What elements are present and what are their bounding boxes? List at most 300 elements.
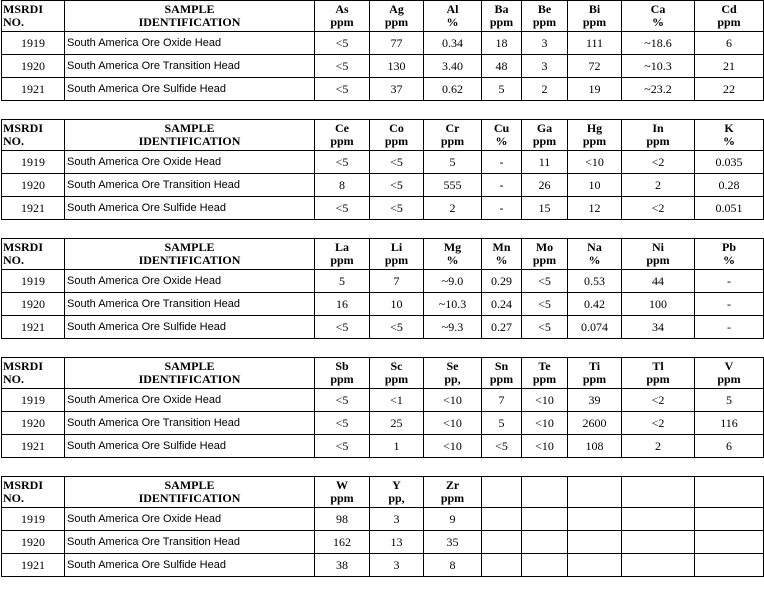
assay-value: 25 (370, 412, 424, 435)
assay-value: 0.051 (695, 197, 764, 220)
element-header (315, 239, 370, 270)
sample-label: SAMPLE (164, 240, 215, 254)
element-unit: ppm (384, 15, 409, 29)
element-unit: ppm (646, 253, 670, 267)
sample-label: SAMPLE (164, 121, 215, 135)
assay-value: 1 (370, 435, 424, 458)
sample-identification-header (65, 477, 315, 508)
element-symbol: In (652, 121, 664, 135)
assay-value: <5 (315, 435, 370, 458)
element-symbol: Mo (535, 240, 554, 254)
assay-value: 7 (482, 389, 522, 412)
element-symbol: La (334, 240, 349, 254)
identification-label: IDENTIFICATION (138, 15, 241, 29)
table-row (2, 32, 764, 55)
element-unit: % (652, 15, 664, 29)
assay-value: 3.40 (424, 55, 482, 78)
assay-value: 5 (695, 389, 764, 412)
element-unit: ppm (330, 491, 354, 505)
element-unit: % (723, 134, 735, 148)
empty-cell (568, 554, 622, 577)
table-body (2, 1, 764, 577)
assay-value: 6 (695, 435, 764, 458)
element-header (522, 239, 568, 270)
msrdi-number: 1921 (2, 197, 65, 220)
no-label: NO. (3, 253, 24, 267)
element-unit: ppm (384, 372, 409, 386)
element-header (424, 358, 482, 389)
assay-value: 162 (315, 531, 370, 554)
element-symbol: As (335, 2, 349, 16)
assay-value: 21 (695, 55, 764, 78)
assay-value: 15 (522, 197, 568, 220)
element-unit: ppm (582, 15, 607, 29)
empty-cell (622, 554, 695, 577)
assay-value: <5 (315, 55, 370, 78)
assay-value: 108 (568, 435, 622, 458)
empty-cell (695, 477, 764, 508)
element-symbol: Co (389, 121, 404, 135)
element-header (315, 120, 370, 151)
block-header-row (2, 239, 764, 270)
table-row (2, 174, 764, 197)
assay-value: - (482, 174, 522, 197)
assay-value: 77 (370, 32, 424, 55)
assay-value: 130 (370, 55, 424, 78)
assay-value: 5 (482, 78, 522, 101)
element-header (315, 358, 370, 389)
assay-value: 12 (568, 197, 622, 220)
assay-value: <5 (315, 412, 370, 435)
element-header (695, 239, 764, 270)
empty-cell (482, 508, 522, 531)
msrdi-label: MSRDI (3, 359, 44, 373)
element-unit: ppm (330, 372, 354, 386)
empty-cell (522, 508, 568, 531)
empty-cell (522, 531, 568, 554)
assay-value: 39 (568, 389, 622, 412)
element-symbol: Y (392, 478, 401, 492)
assay-value: <10 (424, 412, 482, 435)
element-header (370, 120, 424, 151)
element-header (695, 358, 764, 389)
element-header (522, 1, 568, 32)
assay-value: <10 (522, 412, 568, 435)
assay-value: 0.27 (482, 316, 522, 339)
assay-value: 10 (568, 174, 622, 197)
identification-label: IDENTIFICATION (138, 491, 241, 505)
element-unit: ppm (717, 372, 741, 386)
element-symbol: Al (446, 2, 459, 16)
empty-cell (522, 477, 568, 508)
assay-value: <5 (315, 316, 370, 339)
element-header (695, 120, 764, 151)
identification-label: IDENTIFICATION (138, 253, 241, 267)
empty-cell (482, 554, 522, 577)
assay-value: 2 (622, 435, 695, 458)
element-symbol: Cu (493, 121, 510, 135)
assay-value: <5 (315, 32, 370, 55)
element-unit: % (495, 253, 508, 267)
sample-label: SAMPLE (164, 2, 215, 16)
element-unit: ppm (489, 372, 514, 386)
block-spacer (2, 458, 764, 477)
table-row (2, 531, 764, 554)
element-unit: ppm (489, 15, 514, 29)
element-symbol: Sc (390, 359, 403, 373)
assay-value: <5 (522, 293, 568, 316)
element-unit: ppm (582, 372, 607, 386)
assay-value: <2 (622, 389, 695, 412)
element-header (522, 358, 568, 389)
element-header (622, 239, 695, 270)
assay-value: - (695, 270, 764, 293)
sample-identification: South America Ore Transition Head (65, 412, 315, 435)
element-unit: ppm (646, 372, 670, 386)
element-symbol: K (724, 121, 734, 135)
assay-value: <2 (622, 197, 695, 220)
element-header (370, 477, 424, 508)
assay-value: 5 (482, 412, 522, 435)
element-header (482, 358, 522, 389)
empty-cell (482, 531, 522, 554)
element-header (482, 120, 522, 151)
empty-cell (622, 508, 695, 531)
sample-identification-header (65, 120, 315, 151)
sample-identification: South America Ore Oxide Head (65, 508, 315, 531)
sample-identification: South America Ore Transition Head (65, 531, 315, 554)
assay-value: <5 (315, 78, 370, 101)
msrdi-label: MSRDI (3, 2, 44, 16)
msrdi-label: MSRDI (3, 478, 44, 492)
assay-value: 0.28 (695, 174, 764, 197)
empty-cell (695, 531, 764, 554)
sample-label: SAMPLE (164, 478, 215, 492)
assay-value: 19 (568, 78, 622, 101)
assay-value: <2 (622, 412, 695, 435)
element-unit: ppm (532, 372, 557, 386)
block-spacer (2, 101, 764, 120)
msrdi-no-header (2, 239, 65, 270)
assay-value: <1 (370, 389, 424, 412)
empty-cell (695, 554, 764, 577)
empty-cell (522, 554, 568, 577)
element-header (424, 477, 482, 508)
block-spacer-row (2, 458, 764, 477)
element-header (622, 1, 695, 32)
element-symbol: Mg (443, 240, 462, 254)
element-header (622, 120, 695, 151)
assay-value: <5 (482, 435, 522, 458)
element-header (568, 239, 622, 270)
assay-value: 0.29 (482, 270, 522, 293)
sample-identification-header (65, 358, 315, 389)
element-header (370, 239, 424, 270)
empty-cell (695, 508, 764, 531)
table-row (2, 554, 764, 577)
msrdi-number: 1919 (2, 32, 65, 55)
assay-value: <10 (568, 151, 622, 174)
table-row (2, 389, 764, 412)
assay-value: <5 (315, 389, 370, 412)
assay-value: 555 (424, 174, 482, 197)
assay-value: ~10.3 (424, 293, 482, 316)
no-label: NO. (3, 372, 24, 386)
msrdi-number: 1921 (2, 316, 65, 339)
assay-value: 18 (482, 32, 522, 55)
empty-cell (622, 477, 695, 508)
assay-value: 2 (622, 174, 695, 197)
block-header-row (2, 120, 764, 151)
assay-value: 6 (695, 32, 764, 55)
element-symbol: Te (538, 359, 551, 373)
sample-identification: South America Ore Sulfide Head (65, 197, 315, 220)
element-symbol: Sb (335, 359, 349, 373)
assay-value: <10 (424, 389, 482, 412)
msrdi-number: 1920 (2, 531, 65, 554)
sample-identification: South America Ore Sulfide Head (65, 316, 315, 339)
element-header (424, 120, 482, 151)
element-symbol: Ba (494, 2, 509, 16)
table-row (2, 151, 764, 174)
element-symbol: Li (390, 240, 403, 254)
assay-value: ~18.6 (622, 32, 695, 55)
assay-value: 16 (315, 293, 370, 316)
element-header (695, 1, 764, 32)
element-header (482, 1, 522, 32)
assay-value: ~9.3 (424, 316, 482, 339)
assay-value: <10 (522, 435, 568, 458)
assay-value: 3 (370, 554, 424, 577)
table-row (2, 55, 764, 78)
assay-value: 98 (315, 508, 370, 531)
assay-value: <5 (522, 270, 568, 293)
table-row (2, 293, 764, 316)
element-header (370, 358, 424, 389)
sample-identification-header (65, 1, 315, 32)
assay-value: 5 (424, 151, 482, 174)
assay-value: ~9.0 (424, 270, 482, 293)
element-unit: ppm (330, 15, 354, 29)
assay-value: 11 (522, 151, 568, 174)
sample-identification: South America Ore Transition Head (65, 293, 315, 316)
block-spacer-row (2, 339, 764, 358)
msrdi-label: MSRDI (3, 121, 44, 135)
table-row (2, 78, 764, 101)
element-header (522, 120, 568, 151)
element-symbol: Ce (335, 121, 349, 135)
assay-value: 0.24 (482, 293, 522, 316)
msrdi-number: 1921 (2, 435, 65, 458)
element-symbol: Hg (586, 121, 603, 135)
msrdi-number: 1919 (2, 270, 65, 293)
msrdi-number: 1919 (2, 389, 65, 412)
element-unit: ppm (532, 253, 557, 267)
assay-value: - (482, 151, 522, 174)
assay-value: 13 (370, 531, 424, 554)
element-unit: % (495, 134, 508, 148)
assay-value: - (695, 293, 764, 316)
element-unit: ppm (384, 134, 409, 148)
assay-value: 9 (424, 508, 482, 531)
element-unit: ppm (440, 491, 465, 505)
assay-value: 0.074 (568, 316, 622, 339)
assay-value: 48 (482, 55, 522, 78)
assay-value: 35 (424, 531, 482, 554)
element-symbol: Sn (494, 359, 509, 373)
results-table (1, 0, 764, 577)
table-row (2, 270, 764, 293)
assay-value: 2 (522, 78, 568, 101)
element-symbol: Bi (588, 2, 601, 16)
element-symbol: Cd (721, 2, 737, 16)
element-symbol: Ni (652, 240, 664, 254)
assay-value: 116 (695, 412, 764, 435)
element-symbol: Mn (492, 240, 511, 254)
empty-cell (568, 508, 622, 531)
element-header (622, 358, 695, 389)
element-unit: ppm (330, 134, 354, 148)
assay-value: 3 (370, 508, 424, 531)
empty-cell (622, 531, 695, 554)
element-unit: % (446, 253, 459, 267)
element-header (315, 477, 370, 508)
assay-value: 0.035 (695, 151, 764, 174)
element-header (424, 239, 482, 270)
block-spacer (2, 339, 764, 358)
element-symbol: W (336, 478, 348, 492)
assay-value: 37 (370, 78, 424, 101)
element-header (424, 1, 482, 32)
assay-value: 0.62 (424, 78, 482, 101)
element-unit: ppm (384, 253, 409, 267)
element-unit: ppm (440, 134, 465, 148)
assay-value: 34 (622, 316, 695, 339)
assay-value: 72 (568, 55, 622, 78)
assay-value: 8 (315, 174, 370, 197)
assay-value: <5 (315, 151, 370, 174)
msrdi-label: MSRDI (3, 240, 44, 254)
assay-value: 2600 (568, 412, 622, 435)
element-symbol: Cr (445, 121, 460, 135)
element-symbol: Tl (652, 359, 664, 373)
no-label: NO. (3, 491, 24, 505)
table-row (2, 316, 764, 339)
assay-value: 5 (315, 270, 370, 293)
assay-value: 0.42 (568, 293, 622, 316)
table-row (2, 508, 764, 531)
sample-identification: South America Ore Sulfide Head (65, 554, 315, 577)
element-unit: ppm (532, 134, 557, 148)
block-header-row (2, 1, 764, 32)
element-header (482, 239, 522, 270)
element-unit: ppm (582, 134, 607, 148)
sample-identification: South America Ore Oxide Head (65, 389, 315, 412)
identification-label: IDENTIFICATION (138, 134, 241, 148)
assay-value: 2 (424, 197, 482, 220)
no-label: NO. (3, 134, 24, 148)
element-unit: ppm (646, 134, 670, 148)
msrdi-number: 1921 (2, 554, 65, 577)
element-symbol: Ti (588, 359, 601, 373)
table-row (2, 197, 764, 220)
assay-value: 3 (522, 32, 568, 55)
sample-identification: South America Ore Sulfide Head (65, 78, 315, 101)
assay-value: 8 (424, 554, 482, 577)
element-symbol: Ca (650, 2, 666, 16)
table-row (2, 412, 764, 435)
msrdi-number: 1919 (2, 151, 65, 174)
element-symbol: Ga (536, 121, 553, 135)
sample-identification-header (65, 239, 315, 270)
empty-cell (568, 531, 622, 554)
msrdi-number: 1921 (2, 78, 65, 101)
element-header (568, 1, 622, 32)
empty-cell (482, 477, 522, 508)
msrdi-no-header (2, 1, 65, 32)
assay-value: ~23.2 (622, 78, 695, 101)
assay-value: 44 (622, 270, 695, 293)
sample-identification: South America Ore Sulfide Head (65, 435, 315, 458)
element-header (315, 1, 370, 32)
msrdi-no-header (2, 120, 65, 151)
element-unit: % (723, 253, 735, 267)
assay-value: <5 (370, 174, 424, 197)
element-unit: ppm (717, 15, 741, 29)
assay-value: 22 (695, 78, 764, 101)
assay-value: <5 (315, 197, 370, 220)
assay-value: 26 (522, 174, 568, 197)
sample-identification: South America Ore Oxide Head (65, 270, 315, 293)
assay-value: 0.53 (568, 270, 622, 293)
assay-value: ~10.3 (622, 55, 695, 78)
msrdi-number: 1920 (2, 412, 65, 435)
assay-value: 0.34 (424, 32, 482, 55)
sample-label: SAMPLE (164, 359, 215, 373)
assay-value: <5 (370, 151, 424, 174)
element-symbol: Se (446, 359, 459, 373)
element-symbol: Na (587, 240, 602, 254)
element-symbol: Zr (445, 478, 460, 492)
empty-cell (568, 477, 622, 508)
assay-value: 10 (370, 293, 424, 316)
element-symbol: Be (537, 2, 552, 16)
element-header (370, 1, 424, 32)
element-unit: ppm (532, 15, 557, 29)
assay-value: 100 (622, 293, 695, 316)
assay-value: 38 (315, 554, 370, 577)
assay-value: 3 (522, 55, 568, 78)
element-symbol: Pb (721, 240, 736, 254)
assay-value: <2 (622, 151, 695, 174)
assay-value: <10 (424, 435, 482, 458)
assay-value: 7 (370, 270, 424, 293)
msrdi-no-header (2, 477, 65, 508)
element-unit: % (446, 15, 459, 29)
sample-identification: South America Ore Oxide Head (65, 151, 315, 174)
sample-identification: South America Ore Oxide Head (65, 32, 315, 55)
assay-value: <10 (522, 389, 568, 412)
element-header (568, 120, 622, 151)
no-label: NO. (3, 15, 24, 29)
msrdi-number: 1920 (2, 293, 65, 316)
msrdi-no-header (2, 358, 65, 389)
msrdi-number: 1920 (2, 174, 65, 197)
block-header-row (2, 477, 764, 508)
assay-value: 111 (568, 32, 622, 55)
element-unit: pp, (444, 372, 461, 386)
block-header-row (2, 358, 764, 389)
